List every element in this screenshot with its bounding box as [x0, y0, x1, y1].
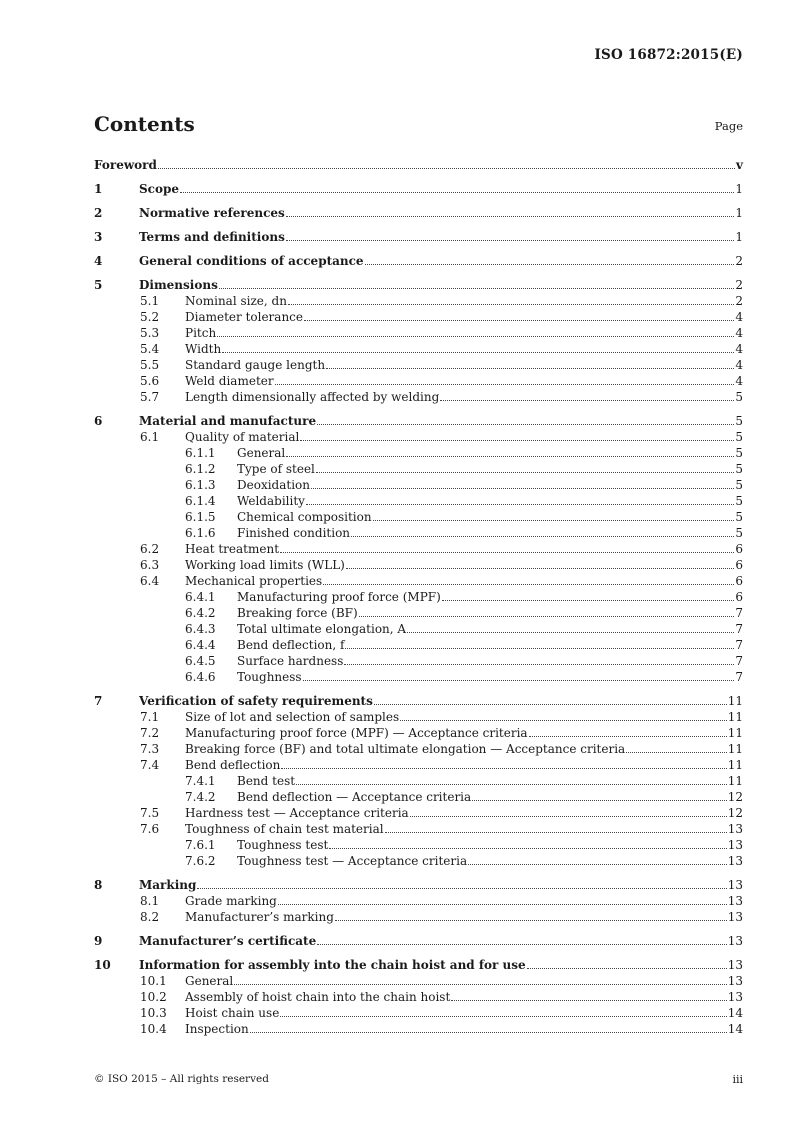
toc-entry-page: 11 — [727, 726, 743, 740]
toc-entry-number: 7.6 — [140, 822, 160, 836]
toc-entry-number: 7.4.2 — [185, 790, 216, 804]
toc-entry-page: 13 — [727, 822, 743, 836]
toc-entry[interactable] — [94, 589, 743, 605]
toc-entry-page: 7 — [735, 606, 743, 620]
document-id: ISO 16872:2015(E) — [594, 47, 743, 63]
toc-entry[interactable] — [94, 205, 743, 221]
toc-leader-dots — [286, 240, 734, 241]
toc-entry[interactable] — [94, 309, 743, 325]
toc-entry[interactable] — [94, 557, 743, 573]
toc-entry-number: 7 — [94, 694, 103, 708]
toc-entry-page: 5 — [735, 414, 743, 428]
page-number: iii — [732, 1073, 743, 1086]
toc-entry-number: 8 — [94, 878, 103, 892]
toc-entry[interactable] — [94, 693, 743, 709]
toc-entry[interactable] — [94, 709, 743, 725]
toc-leader-dots — [345, 648, 734, 649]
page-column-label: Page — [714, 119, 743, 133]
toc-entry-page: 11 — [727, 742, 743, 756]
toc-entry-page: 1 — [735, 182, 743, 196]
toc-leader-dots — [323, 584, 734, 585]
toc-leader-dots — [329, 848, 727, 849]
toc-entry-page: 13 — [727, 894, 743, 908]
toc-entry-title: Toughness of chain test material — [185, 822, 384, 836]
toc-leader-dots — [317, 944, 727, 945]
toc-leader-dots — [306, 504, 734, 505]
toc-entry-page: 5 — [735, 430, 743, 444]
toc-leader-dots — [326, 368, 734, 369]
toc-entry-page: 4 — [735, 326, 743, 340]
toc-entry-number: 5.2 — [140, 310, 160, 324]
toc-entry[interactable] — [94, 669, 743, 685]
toc-leader-dots — [374, 704, 727, 705]
toc-entry[interactable] — [94, 493, 743, 509]
toc-entry-number: 5.4 — [140, 342, 160, 356]
toc-entry-title: Breaking force (BF) — [237, 606, 358, 620]
toc-entry-title: Type of steel — [237, 462, 315, 476]
toc-entry-number: 7.2 — [140, 726, 160, 740]
toc-entry-number: 8.1 — [140, 894, 160, 908]
toc-leader-dots — [180, 192, 734, 193]
toc-entry-number: 6.1 — [140, 430, 160, 444]
toc-entry-number: 6.4.6 — [185, 670, 216, 684]
toc-entry-number: 5.3 — [140, 326, 160, 340]
toc-entry[interactable] — [94, 357, 743, 373]
toc-entry-number: 7.4 — [140, 758, 160, 772]
toc-entry-page: 7 — [735, 622, 743, 636]
toc-entry-page: 13 — [727, 958, 743, 972]
toc-entry[interactable] — [94, 973, 743, 989]
toc-entry[interactable] — [94, 989, 743, 1005]
toc-entry-title: Inspection — [185, 1022, 249, 1036]
toc-entry[interactable] — [94, 725, 743, 741]
toc-entry[interactable] — [94, 837, 743, 853]
toc-entry[interactable] — [94, 909, 743, 925]
toc-leader-dots — [158, 168, 735, 169]
toc-entry-title: General — [185, 974, 234, 988]
toc-entry-number: 6.1.2 — [185, 462, 216, 476]
toc-entry-page: 5 — [735, 478, 743, 492]
toc-entry-number: 6.4.1 — [185, 590, 216, 604]
toc-entry-page: 13 — [727, 878, 743, 892]
toc-entry-page: 11 — [727, 758, 743, 772]
toc-entry[interactable] — [94, 653, 743, 669]
toc-entry[interactable] — [94, 933, 743, 949]
toc-entry-page: 5 — [735, 494, 743, 508]
toc-entry-title: Hardness test — Acceptance criteria — [185, 806, 409, 820]
toc-entry-title: Bend test — [237, 774, 296, 788]
toc-entry-page: 14 — [727, 1022, 743, 1036]
toc-entry-number: 6.1.4 — [185, 494, 216, 508]
toc-entry[interactable] — [94, 877, 743, 893]
toc-leader-dots — [281, 768, 727, 769]
toc-entry-page: 5 — [735, 446, 743, 460]
toc-entry-page: v — [736, 158, 743, 172]
toc-entry-title: Surface hardness — [237, 654, 344, 668]
toc-entry-number: 6.2 — [140, 542, 160, 556]
copyright-notice: © ISO 2015 – All rights reserved — [94, 1073, 269, 1085]
toc-entry-title: Diameter tolerance — [185, 310, 303, 324]
toc-leader-dots — [222, 352, 734, 353]
toc-entry-number: 9 — [94, 934, 103, 948]
toc-entry-page: 11 — [727, 710, 743, 724]
toc-entry-number: 6.1.1 — [185, 446, 216, 460]
toc-entry[interactable] — [94, 157, 743, 173]
toc-entry-number: 3 — [94, 230, 103, 244]
toc-entry[interactable] — [94, 757, 743, 773]
toc-entry-title: Length dimensionally affected by welding — [185, 390, 440, 404]
toc-entry-page: 11 — [727, 694, 743, 708]
toc-entry-page: 7 — [735, 638, 743, 652]
toc-leader-dots — [472, 800, 727, 801]
toc-entry-number: 10.1 — [140, 974, 167, 988]
toc-entry-page: 5 — [735, 510, 743, 524]
toc-entry-title: Manufacturing proof force (MPF) — Acceptance criteria — [185, 726, 528, 740]
toc-entry-number: 6.4.5 — [185, 654, 216, 668]
toc-entry-page: 6 — [735, 542, 743, 556]
toc-entry-page: 13 — [727, 974, 743, 988]
toc-entry-title: Scope — [139, 182, 180, 196]
toc-entry[interactable] — [94, 893, 743, 909]
toc-entry-number: 7.6.2 — [185, 854, 216, 868]
toc-leader-dots — [335, 920, 727, 921]
toc-entry[interactable] — [94, 293, 743, 309]
toc-leader-dots — [344, 664, 734, 665]
toc-leader-dots — [529, 736, 727, 737]
toc-entry[interactable] — [94, 621, 743, 637]
toc-entry-page: 1 — [735, 230, 743, 244]
toc-entry-title: Nominal size, dn — [185, 294, 287, 308]
toc-entry-title: Toughness test — [237, 838, 329, 852]
toc-entry-title: Quality of material — [185, 430, 300, 444]
toc-entry-number: 6 — [94, 414, 103, 428]
toc-entry-page: 5 — [735, 526, 743, 540]
toc-entry-title: Normative references — [139, 206, 285, 220]
toc-entry[interactable] — [94, 1021, 743, 1037]
toc-entry-page: 7 — [735, 670, 743, 684]
toc-leader-dots — [280, 552, 734, 553]
toc-entry-title: Toughness — [237, 670, 302, 684]
toc-entry[interactable] — [94, 477, 743, 493]
toc-entry-number: 6.3 — [140, 558, 160, 572]
toc-entry-title: Mechanical properties — [185, 574, 323, 588]
toc-entry[interactable] — [94, 805, 743, 821]
toc-leader-dots — [365, 264, 734, 265]
toc-entry-title: Hoist chain use — [185, 1006, 280, 1020]
toc-leader-dots — [311, 488, 734, 489]
toc-leader-dots — [317, 424, 734, 425]
toc-entry[interactable] — [94, 525, 743, 541]
toc-leader-dots — [286, 216, 734, 217]
toc-entry[interactable] — [94, 821, 743, 837]
toc-entry-page: 12 — [727, 806, 743, 820]
toc-leader-dots — [288, 304, 734, 305]
toc-entry-title: Toughness test — Acceptance criteria — [237, 854, 468, 868]
toc-entry[interactable] — [94, 413, 743, 429]
toc-entry-page: 5 — [735, 390, 743, 404]
toc-entry-number: 5.6 — [140, 374, 160, 388]
toc-entry-number: 10.2 — [140, 990, 167, 1004]
toc-entry-title: Information for assembly into the chain hoist and for use — [139, 958, 526, 972]
toc-entry[interactable] — [94, 1005, 743, 1021]
toc-entry-number: 5 — [94, 278, 103, 292]
toc-leader-dots — [303, 680, 734, 681]
toc-leader-dots — [197, 888, 727, 889]
toc-entry-page: 13 — [727, 854, 743, 868]
toc-entry-number: 2 — [94, 206, 103, 220]
toc-entry-page: 13 — [727, 910, 743, 924]
toc-entry-page: 6 — [735, 558, 743, 572]
toc-entry-title: Finished condition — [237, 526, 351, 540]
toc-entry[interactable] — [94, 325, 743, 341]
page-title: Contents — [94, 112, 195, 136]
toc-entry-page: 13 — [727, 838, 743, 852]
toc-entry[interactable] — [94, 637, 743, 653]
toc-entry-page: 13 — [727, 934, 743, 948]
toc-entry-number: 6.1.5 — [185, 510, 216, 524]
toc-entry-number: 7.6.1 — [185, 838, 216, 852]
toc-entry-number: 7.1 — [140, 710, 160, 724]
toc-entry-page: 4 — [735, 310, 743, 324]
toc-leader-dots — [385, 832, 727, 833]
toc-entry-page: 14 — [727, 1006, 743, 1020]
toc-entry-title: Marking — [139, 878, 197, 892]
toc-entry[interactable] — [94, 957, 743, 973]
toc-entry-title: Deoxidation — [237, 478, 311, 492]
toc-entry-title: Manufacturer’s certificate — [139, 934, 317, 948]
toc-entry-page: 6 — [735, 574, 743, 588]
toc-entry-page: 2 — [735, 254, 743, 268]
toc-entry[interactable] — [94, 509, 743, 525]
toc-entry-title: Breaking force (BF) and total ultimate elongation — Acceptance criteria — [185, 742, 626, 756]
toc-entry-number: 7.4.1 — [185, 774, 216, 788]
toc-entry-title: Manufacturer’s marking — [185, 910, 334, 924]
toc-entry[interactable] — [94, 253, 743, 269]
toc-entry[interactable] — [94, 789, 743, 805]
toc-leader-dots — [250, 1032, 727, 1033]
toc-leader-dots — [278, 904, 727, 905]
toc-leader-dots — [275, 384, 734, 385]
toc-entry-number: 5.5 — [140, 358, 160, 372]
toc-entry-page: 6 — [735, 590, 743, 604]
toc-entry[interactable] — [94, 181, 743, 197]
toc-entry-number: 10.4 — [140, 1022, 167, 1036]
toc-entry[interactable] — [94, 389, 743, 405]
toc-entry-page: 4 — [735, 374, 743, 388]
toc-entry-number: 6.1.6 — [185, 526, 216, 540]
toc-entry[interactable] — [94, 573, 743, 589]
toc-entry-title: Total ultimate elongation, A — [237, 622, 407, 636]
toc-entry-title: Assembly of hoist chain into the chain hoist — [185, 990, 451, 1004]
toc-entry-number: 1 — [94, 182, 103, 196]
toc-entry[interactable] — [94, 229, 743, 245]
toc-entry[interactable] — [94, 429, 743, 445]
toc-leader-dots — [407, 632, 734, 633]
toc-entry-title: Width — [185, 342, 222, 356]
toc-leader-dots — [373, 520, 734, 521]
toc-entry-number: 5.7 — [140, 390, 160, 404]
table-of-contents — [94, 157, 743, 1037]
toc-entry-title: Standard gauge length — [185, 358, 326, 372]
toc-entry-title: Size of lot and selection of samples — [185, 710, 400, 724]
toc-leader-dots — [304, 320, 734, 321]
toc-entry-title: Bend deflection, f — [237, 638, 345, 652]
toc-entry-title: Manufacturing proof force (MPF) — [237, 590, 441, 604]
toc-entry-title: Heat treatment — [185, 542, 280, 556]
toc-entry-title: Weld diameter — [185, 374, 274, 388]
toc-entry-title: Terms and definitions — [139, 230, 285, 244]
toc-leader-dots — [400, 720, 727, 721]
toc-leader-dots — [626, 752, 727, 753]
toc-entry-page: 7 — [735, 654, 743, 668]
toc-entry[interactable] — [94, 461, 743, 477]
toc-entry-number: 7.5 — [140, 806, 160, 820]
toc-entry[interactable] — [94, 773, 743, 789]
toc-leader-dots — [410, 816, 727, 817]
toc-entry-number: 6.4.4 — [185, 638, 216, 652]
toc-leader-dots — [217, 336, 734, 337]
toc-entry-page: 2 — [735, 278, 743, 292]
toc-leader-dots — [296, 784, 727, 785]
toc-leader-dots — [280, 1016, 727, 1017]
toc-entry[interactable] — [94, 445, 743, 461]
toc-leader-dots — [451, 1000, 727, 1001]
toc-entry-number: 10.3 — [140, 1006, 167, 1020]
toc-entry-number: 10 — [94, 958, 111, 972]
toc-leader-dots — [346, 568, 734, 569]
toc-entry-number: 6.4.2 — [185, 606, 216, 620]
toc-entry-page: 13 — [727, 990, 743, 1004]
toc-entry-page: 2 — [735, 294, 743, 308]
toc-entry[interactable] — [94, 605, 743, 621]
toc-entry-title: Weldability — [237, 494, 305, 508]
toc-entry[interactable] — [94, 373, 743, 389]
toc-leader-dots — [442, 600, 734, 601]
toc-entry-page: 4 — [735, 342, 743, 356]
toc-entry-number: 8.2 — [140, 910, 160, 924]
toc-entry-page: 4 — [735, 358, 743, 372]
toc-entry-title: Chemical composition — [237, 510, 372, 524]
toc-leader-dots — [351, 536, 734, 537]
toc-entry-page: 5 — [735, 462, 743, 476]
toc-entry-number: 6.1.3 — [185, 478, 216, 492]
toc-entry-number: 7.3 — [140, 742, 160, 756]
toc-entry[interactable] — [94, 541, 743, 557]
toc-entry-title: Foreword — [94, 158, 157, 172]
toc-entry[interactable] — [94, 341, 743, 357]
toc-entry-title: Pitch — [185, 326, 217, 340]
toc-leader-dots — [359, 616, 734, 617]
toc-leader-dots — [234, 984, 727, 985]
toc-leader-dots — [316, 472, 734, 473]
toc-entry-number: 4 — [94, 254, 103, 268]
toc-entry-page: 12 — [727, 790, 743, 804]
toc-entry-title: Grade marking — [185, 894, 277, 908]
toc-entry-title: Dimensions — [139, 278, 218, 292]
toc-entry[interactable] — [94, 277, 743, 293]
toc-entry-title: Material and manufacture — [139, 414, 317, 428]
toc-leader-dots — [468, 864, 727, 865]
toc-entry-title: Working load limits (WLL) — [185, 558, 345, 572]
toc-entry[interactable] — [94, 853, 743, 869]
toc-entry-page: 11 — [727, 774, 743, 788]
toc-leader-dots — [286, 456, 734, 457]
toc-leader-dots — [219, 288, 734, 289]
toc-entry-number: 6.4 — [140, 574, 160, 588]
toc-leader-dots — [527, 968, 727, 969]
toc-entry[interactable] — [94, 741, 743, 757]
toc-entry-title: Verification of safety requirements — [139, 694, 373, 708]
toc-entry-number: 6.4.3 — [185, 622, 216, 636]
toc-entry-title: Bend deflection — [185, 758, 281, 772]
toc-entry-page: 1 — [735, 206, 743, 220]
toc-leader-dots — [300, 440, 734, 441]
toc-entry-title: General — [237, 446, 286, 460]
toc-entry-title: General conditions of acceptance — [139, 254, 364, 268]
toc-entry-number: 5.1 — [140, 294, 160, 308]
toc-entry-title: Bend deflection — Acceptance criteria — [237, 790, 472, 804]
toc-leader-dots — [440, 400, 734, 401]
